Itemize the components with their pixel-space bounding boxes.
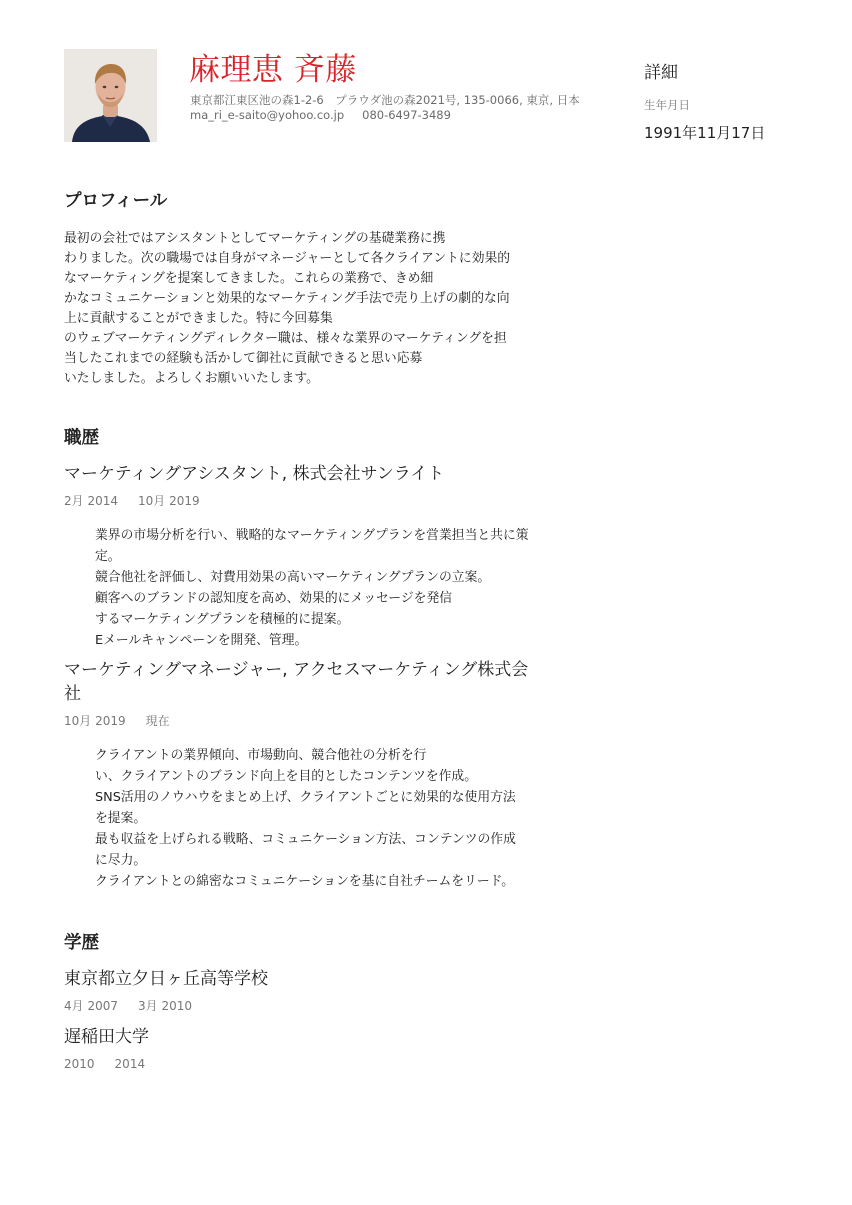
end-date: 2014 — [114, 1057, 146, 1071]
profile-line: いたしました。よろしくお願いいたします。 — [64, 371, 319, 386]
duty-item — [95, 745, 564, 787]
email: ma_ri_e-saito@yohoo.co.jp — [190, 108, 345, 122]
profile-line: 最初の会社ではアシスタントとしてマーケティングの基礎業務に携 — [64, 231, 446, 246]
duty-line: を提案。 — [95, 811, 147, 826]
job-dates — [64, 713, 564, 729]
profile-line: なマーケティングを提案してきました。これらの業務で、きめ細 — [64, 271, 434, 286]
duty-line: SNS活用のノウハウをまとめ上げ、クライアントごとに効果的な使用方法 — [95, 790, 516, 805]
main-column — [64, 189, 564, 1072]
start-date: 2010 — [64, 1057, 95, 1071]
contact-row — [190, 108, 580, 123]
education-title: 学歴 — [64, 933, 99, 953]
duty-line: Eメールキャンペーンを開発、管理。 — [95, 633, 308, 648]
duty-item — [95, 567, 564, 588]
start-date: 10月 2019 — [64, 714, 126, 728]
profile-title: プロフィール — [64, 191, 168, 211]
end-date: 10月 2019 — [138, 494, 200, 508]
job-duties — [64, 745, 564, 892]
work-title: 職歴 — [64, 428, 99, 448]
end-date: 現在 — [145, 714, 170, 728]
job-title: マーケティングアシスタント, 株式会社サンライト — [64, 464, 445, 484]
profile-photo — [64, 49, 157, 142]
duty-line: クライアントとの綿密なコミュニケーションを基に自社チームをリード。 — [95, 874, 515, 889]
details-title: 詳細 — [644, 63, 678, 83]
profile-line: わりました。次の職場では自身がマネージャーとして各クライアントに効果的 — [64, 251, 511, 266]
start-date: 4月 2007 — [64, 999, 118, 1013]
job-title-line: 社 — [64, 684, 81, 704]
job-dates — [64, 493, 564, 509]
candidate-name: 麻理恵 斉藤 — [189, 52, 357, 88]
job-duties — [64, 525, 564, 651]
profile-text — [64, 229, 562, 389]
duty-line: するマーケティングプランを積極的に提案。 — [95, 612, 350, 627]
duty-line: 定。 — [95, 549, 121, 564]
job-title-line: マーケティングマネージャー, アクセスマーケティング株式会 — [64, 660, 529, 680]
contact-info — [190, 93, 580, 123]
end-date: 3月 2010 — [138, 999, 192, 1013]
phone: 080-6497-3489 — [362, 108, 451, 122]
person-photo-icon — [64, 49, 157, 142]
duty-line: 顧客へのブランドの認知度を高め、効果的にメッセージを発信 — [95, 591, 453, 606]
education-entry — [64, 967, 564, 1014]
address: 東京都江東区池の森1-2-6 プラウダ池の森2021号, 135-0066, 東京, 日本 — [190, 93, 580, 107]
duty-item — [95, 787, 564, 829]
duty-line: 競合他社を評価し、対費用効果の高いマーケティングプランの立案。 — [95, 570, 491, 585]
profile-section — [64, 189, 564, 389]
duty-item — [95, 871, 564, 892]
profile-line: 上に貢献することができました。特に今回募集 — [64, 311, 333, 326]
duty-line: 業界の市場分析を行い、戦略的なマーケティングプランを営業担当と共に策 — [95, 528, 529, 543]
start-date: 2月 2014 — [64, 494, 118, 508]
duty-line: クライアントの業界傾向、市場動向、競合他社の分析を行 — [95, 748, 427, 763]
birth-date-value: 1991年11月17日 — [644, 124, 766, 142]
birth-date-label: 生年月日 — [644, 98, 690, 112]
duty-line: に尽力。 — [95, 853, 147, 868]
school-name: 東京都立夕日ヶ丘高等学校 — [64, 969, 268, 989]
duty-item — [95, 829, 564, 871]
duty-line: い、クライアントのブランド向上を目的としたコンテンツを作成。 — [95, 769, 477, 784]
profile-line: 当したこれまでの経験も活かして御社に貢献できると思い応募 — [64, 351, 423, 366]
duty-item — [95, 525, 564, 567]
work-section — [64, 426, 564, 892]
profile-line: のウェブマーケティングディレクター職は、様々な業界のマーケティングを担 — [64, 331, 507, 346]
education-section — [64, 931, 564, 1072]
duty-item — [95, 630, 564, 651]
duty-item — [95, 588, 564, 630]
job-title — [64, 658, 564, 706]
job-entry — [64, 462, 564, 651]
profile-line: かなコミュニケーションと効果的なマーケティング手法で売り上げの劇的な向 — [64, 291, 510, 306]
education-dates — [64, 998, 564, 1014]
education-dates — [64, 1056, 564, 1072]
job-entry — [64, 658, 564, 892]
duty-line: 最も収益を上げられる戦略、コミュニケーション方法、コンテンツの作成 — [95, 832, 516, 847]
education-entry — [64, 1025, 564, 1072]
school-name: 遅稲田大学 — [64, 1027, 149, 1047]
